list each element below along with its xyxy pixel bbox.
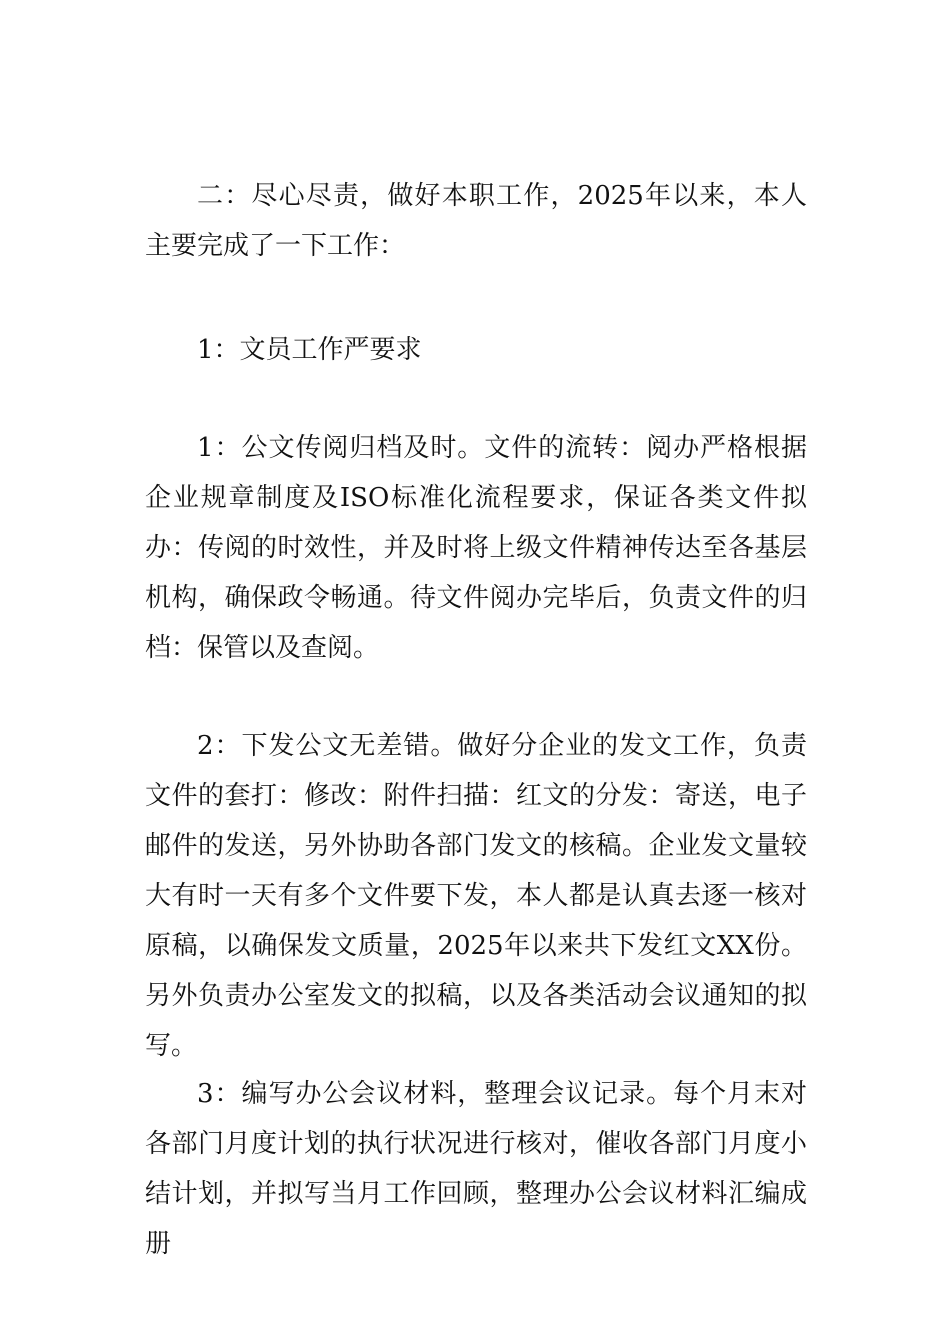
paragraph-heading-clerk-work: 1：文员工作严要求 bbox=[197, 335, 422, 365]
paragraph-section-two-intro: 二：尽心尽责，做好本职工作，2025年以来，本人主要完成了一下工作： bbox=[145, 181, 807, 261]
paragraph-meeting-materials: 3：编写办公会议材料，整理会议记录。每个月末对各部门月度计划的执行状况进行核对，催收各部门月度小结计划，并拟写当月工作回顾，整理办公会议材料汇编成册 bbox=[145, 1079, 807, 1259]
paragraph-document-circulation: 1：公文传阅归档及时。文件的流转：阅办严格根据企业规章制度及ISO标准化流程要求，保证各类文件拟办：传阅的时效性，并及时将上级文件精神传达至各基层机构，确保政令畅通。待文件阅办完毕后，负责文件的归档：保管以及查阅。 bbox=[145, 433, 807, 663]
paragraph-document-issuance: 2：下发公文无差错。做好分企业的发文工作，负责文件的套打：修改：附件扫描：红文的分发：寄送，电子邮件的发送，另外协助各部门发文的核稿。企业发文量较大有时一天有多个文件要下发，本人都是认真去逐一核对原稿，以确保发文质量，2025年以来共下发红文XX份。另外负责办公室发文的拟稿，以及各类活动会议通知的拟写。 bbox=[145, 731, 807, 1061]
